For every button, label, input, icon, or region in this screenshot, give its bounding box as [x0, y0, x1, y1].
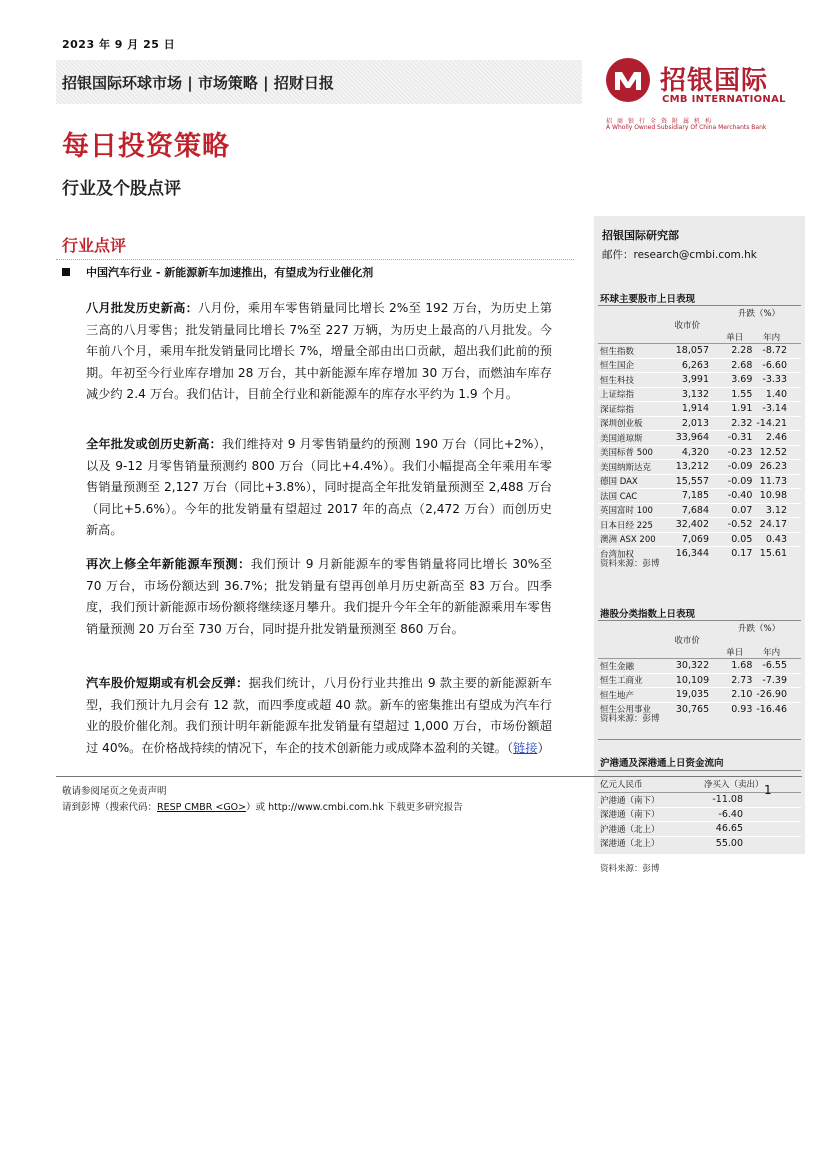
row-day-change: -0.31	[717, 431, 756, 446]
row-price: 1,914	[666, 402, 717, 417]
table-rule	[598, 770, 801, 771]
logo-cn-text: 招银国际	[660, 66, 769, 96]
row-price: 19,035	[665, 688, 717, 703]
row-value: 55.00	[700, 836, 801, 850]
row-ytd-change: 24.17	[756, 518, 801, 533]
paragraph-4	[86, 673, 552, 759]
row-day-change: -0.09	[717, 460, 756, 475]
table-title-hk-sectors: 港股分类指数上日表现	[600, 609, 696, 620]
row-day-change: 2.32	[717, 416, 756, 431]
row-ytd-change: 10.98	[756, 489, 801, 504]
col-group-header: 升跌（%）	[737, 309, 781, 319]
row-price: 7,069	[666, 532, 717, 547]
row-name: 深证综指	[598, 402, 666, 417]
footer-text: ）或 http://www.cmbi.com.hk 下载更多研究报告	[246, 802, 463, 813]
table-header-row	[598, 622, 801, 634]
row-name: 恒生地产	[598, 688, 665, 703]
row-ytd-change: 15.61	[756, 547, 801, 561]
table-row	[598, 836, 801, 850]
row-name: 沪港通（北上）	[598, 822, 700, 837]
report-date: 2023 年 9 月 25 日	[62, 38, 176, 51]
row-day-change: -0.23	[717, 445, 756, 460]
cmbi-logo-icon	[604, 56, 652, 104]
row-ytd-change: 1.40	[756, 387, 801, 402]
row-name: 恒生公用事业	[598, 702, 665, 716]
header-title: 招银国际环球市场 | 市场策略 | 招财日报	[62, 74, 334, 92]
row-price: 4,320	[666, 445, 717, 460]
table-rule	[598, 620, 801, 621]
paragraph-text: 八月份，乘用车零售销量同比增长 2%至 192 万台，为历史上第三高的八月零售；批发销量同比增长 7%至 227 万辆，为历史上最高的八月批发。今年前八个月，乘用车批发销量同比增长 7%，增量全部由出口贡献，超出我们此前的预期。年初至今行业库存增加 28 万台，其中新能源车库存增加 30 万台，而燃油车库存减少约 2.4 万台。我们估计，目前全行业和新能源车的库存水平约为 1.9 个月。	[86, 301, 553, 401]
table-row	[598, 532, 801, 547]
table-row	[598, 344, 801, 359]
row-price: 32,402	[666, 518, 717, 533]
table-row	[598, 416, 801, 431]
row-name: 恒生工商业	[598, 673, 665, 688]
row-value: 46.65	[700, 822, 801, 837]
row-day-change: 0.05	[717, 532, 756, 547]
row-ytd-change: 3.12	[756, 503, 801, 518]
col-group-header: 升跌（%）	[738, 624, 781, 634]
row-day-change: 3.69	[717, 373, 756, 388]
col-header-ytd: 年内	[756, 646, 801, 659]
table-title-global-markets: 环球主要股市上日表现	[600, 294, 696, 305]
table-row	[598, 807, 801, 822]
logo-sub-cn: 招商银行全资附属机构	[606, 118, 717, 125]
table-row	[598, 358, 801, 373]
row-day-change: 0.17	[717, 547, 756, 561]
hk-sectors-table	[598, 622, 801, 716]
table-row	[598, 489, 801, 504]
cmbi-logo	[604, 56, 804, 136]
row-name: 恒生国企	[598, 358, 666, 373]
col-header-ytd: 年内	[756, 331, 801, 344]
row-name: 澳洲 ASX 200	[598, 532, 666, 547]
row-ytd-change: -6.60	[756, 358, 801, 373]
paragraph-lead: 汽车股价短期或有机会反弹：	[86, 676, 249, 690]
table-row	[598, 387, 801, 402]
table-title-connect-flows: 沪港通及深港通上日资金流向	[600, 758, 724, 769]
paragraph-3	[86, 554, 552, 640]
row-day-change: -0.09	[717, 474, 756, 489]
row-ytd-change: -6.55	[762, 660, 787, 672]
table-source-note: 资料来源：彭博	[600, 559, 660, 569]
row-ytd-change: -8.72	[762, 345, 787, 357]
row-price: 30,322	[675, 660, 710, 672]
row-name: 恒生科技	[598, 373, 666, 388]
row-ytd-change: -3.33	[756, 373, 801, 388]
paragraph-lead: 八月批发历史新高：	[86, 301, 199, 315]
table-row	[598, 474, 801, 489]
row-day-change: 2.28	[731, 345, 753, 357]
page-number: 1	[764, 783, 772, 797]
row-name: 恒生金融	[600, 661, 635, 672]
row-name: 台湾加权	[598, 547, 666, 561]
table-row	[598, 445, 801, 460]
row-day-change: 2.10	[717, 688, 756, 703]
paragraph-text: 我们维持对 9 月零售销量约的预测 190 万台（同比+2%），以及 9-12 月零售销量预测约 800 万台（同比+4.4%）。我们小幅提高全年乘用车零售销量预测至 2,127 万台（同比+3.8%），同时提高全年批发销量预测至 2,488 万台（同比+5.6%）。今年的批发销量有望超过 2017 年的高点（2,472 万台）而创历史新高。	[86, 437, 552, 537]
table-header-row	[598, 634, 801, 646]
table-source-note: 资料来源：彭博	[600, 864, 660, 874]
row-ytd-change: 26.23	[756, 460, 801, 475]
col-header-net: 净买入（卖出）	[700, 776, 801, 793]
row-day-change: 2.68	[717, 358, 756, 373]
table-row	[598, 673, 801, 688]
row-price: 3,132	[666, 387, 717, 402]
footer-text: 请到彭博（搜索代码：	[62, 802, 158, 813]
page-title: 每日投资策略	[62, 131, 230, 162]
row-value: -6.40	[700, 807, 801, 822]
row-price: 2,013	[666, 416, 717, 431]
table-header-row	[598, 646, 801, 659]
table-row	[598, 402, 801, 417]
report-link[interactable]: 链接	[513, 740, 538, 755]
col-header-unit: 亿元人民币	[598, 776, 700, 793]
bullet-square-icon	[62, 268, 70, 276]
row-name: 深圳创业板	[598, 416, 666, 431]
row-price: 30,765	[665, 702, 717, 716]
table-row	[598, 688, 801, 703]
paragraph-tail: ）	[537, 740, 550, 755]
footer-divider	[56, 776, 802, 777]
table-row	[598, 518, 801, 533]
table-header-row	[598, 331, 801, 344]
logo-sub-en: A Wholly Owned Subsidiary Of China Merchants Bank	[606, 124, 767, 131]
row-name: 深港通（北上）	[598, 836, 700, 850]
row-name: 日本日经 225	[598, 518, 666, 533]
row-price: 7,684	[666, 503, 717, 518]
row-name: 英国富时 100	[598, 503, 666, 518]
row-name: 法国 CAC	[598, 489, 666, 504]
table-row	[598, 460, 801, 475]
col-header-day: 单日	[717, 331, 756, 344]
row-price: 13,212	[666, 460, 717, 475]
sidebar-title: 招银国际研究部	[602, 229, 679, 242]
row-ytd-change: 2.46	[756, 431, 801, 446]
row-price: 7,185	[666, 489, 717, 504]
row-name: 美国道琼斯	[598, 431, 666, 446]
section-heading: 行业点评	[62, 236, 127, 255]
row-ytd-change: -3.14	[756, 402, 801, 417]
row-name: 美国纳斯达克	[598, 460, 666, 475]
row-price: 3,991	[666, 373, 717, 388]
row-day-change: -0.52	[717, 518, 756, 533]
row-name: 深港通（南下）	[598, 807, 700, 822]
row-name: 上证综指	[598, 387, 666, 402]
row-day-change: 1.91	[717, 402, 756, 417]
logo-en-text: CMB INTERNATIONAL	[662, 94, 786, 105]
row-ytd-change: -14.21	[756, 416, 801, 431]
paragraph-text: 我们预计 9 月新能源车的零售销量将同比增长 30%至 70 万台，市场份额达到 36.7%；批发销量有望再创单月历史新高至 83 万台。四季度，我们预计新能源市场份额将继续逐月攀升。我们提升今年全年的新能源乘用车零售销量预测 20 万台至 730 万台，同时提升批发销量预测至 860 万台。	[86, 557, 552, 636]
row-day-change: 1.68	[731, 660, 753, 672]
row-name: 美国标普 500	[598, 445, 666, 460]
col-header-day: 单日	[717, 646, 756, 659]
paragraph-1	[86, 298, 552, 406]
table-row	[598, 659, 801, 674]
row-day-change: 2.73	[717, 673, 756, 688]
row-day-change: 0.93	[717, 702, 756, 716]
bullet-heading: 中国汽车行业 - 新能源新车加速推出，有望成为行业催化剂	[86, 266, 374, 279]
row-day-change: 0.07	[717, 503, 756, 518]
bloomberg-code-link[interactable]: RESP CMBR <GO>	[157, 802, 247, 813]
col-header-price: 收市价	[674, 636, 700, 646]
sidebar-email[interactable]: 邮件：research@cmbi.com.hk	[602, 249, 757, 261]
row-name: 德国 DAX	[598, 474, 666, 489]
row-day-change: 1.55	[717, 387, 756, 402]
row-day-change: -0.40	[717, 489, 756, 504]
row-ytd-change: 0.43	[756, 532, 801, 547]
table-source-note: 资料来源：彭博	[600, 714, 660, 724]
row-price: 6,263	[666, 358, 717, 373]
row-name: 沪港通（南下）	[600, 795, 660, 806]
paragraph-text: 据我们统计，八月份行业共推出 9 款主要的新能源新车型，我们预计九月会有 12 款，而四季度或超 40 款。新车的密集推出有望成为汽车行业的股价催化剂。我们预计明年新能源车批发销量有望超过 1,000 万台，市场份额超过 40%。在价格战持续的情况下，车企的技术创新能力或成降本盈利的关键。（	[86, 676, 552, 755]
row-ytd-change: -16.46	[756, 702, 801, 716]
table-header-row	[598, 319, 801, 331]
row-price: 15,557	[666, 474, 717, 489]
row-value: -11.08	[712, 794, 743, 806]
row-price: 16,344	[666, 547, 717, 561]
row-price: 33,964	[666, 431, 717, 446]
table-row	[598, 431, 801, 446]
col-header-price: 收市价	[674, 321, 701, 331]
table-row	[598, 503, 801, 518]
paragraph-2	[86, 434, 552, 542]
table-row	[598, 822, 801, 837]
footer-download-note	[62, 799, 463, 813]
table-row	[598, 373, 801, 388]
footer-disclaimer: 敬请参阅尾页之免责声明	[62, 786, 167, 797]
page-subtitle: 行业及个股点评	[62, 179, 181, 199]
row-name: 恒生指数	[600, 346, 635, 357]
row-ytd-change: 11.73	[756, 474, 801, 489]
row-ytd-change: -7.39	[756, 673, 801, 688]
global-markets-table	[598, 307, 801, 561]
row-ytd-change: 12.52	[756, 445, 801, 460]
row-price: 18,057	[675, 345, 710, 357]
paragraph-lead: 全年批发或创历史新高：	[86, 437, 222, 451]
table-header-row	[598, 307, 801, 319]
row-ytd-change: -26.90	[756, 688, 801, 703]
section-divider	[56, 259, 574, 260]
table-rule	[598, 739, 801, 740]
paragraph-lead: 再次上修全年新能源车预测：	[86, 557, 251, 571]
row-price: 10,109	[665, 673, 717, 688]
table-rule	[598, 305, 801, 306]
